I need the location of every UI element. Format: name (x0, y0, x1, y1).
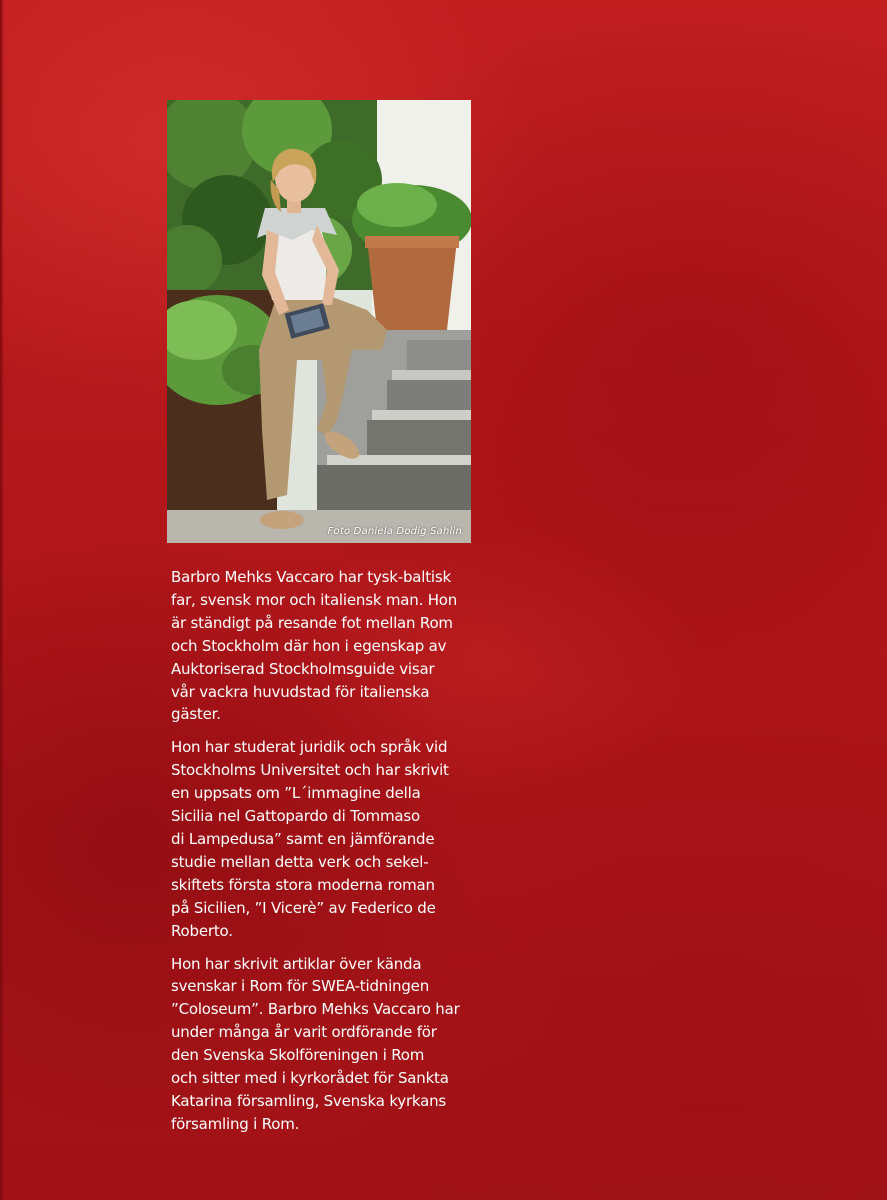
bio-paragraph-3: Hon har skrivit artiklar över kända svenskar i Rom för SWEA-tidningen ”Coloseum”. Barbro Mehks Vaccaro har under många år varit ordförande för den Svenska Skolföreningen i Rom och sitter med i kyrkorådet för Sankta Katarina församling, Svenska kyrkans församling i Rom. (171, 954, 460, 1133)
author-photo (167, 100, 471, 543)
author-bio (171, 566, 481, 1146)
photo-credit: Foto Daniela Dodig Sahlin (327, 526, 462, 537)
author-photo-illustration (167, 100, 471, 543)
bio-paragraph-2: Hon har studerat juridik och språk vid Stockholms Universitet och har skrivit en uppsats om ”L´immagine della Sicilia nel Gattopardo di Tommaso di Lampedusa” samt en jämförande studie mellan detta verk och sekel- skiftets första stora moderna roman på Sicilien, ”I Vicerè” av Federico de Roberto. (171, 738, 449, 940)
bio-paragraph-1: Barbro Mehks Vaccaro har tysk-baltisk far, svensk mor och italiensk man. Hon är ständigt på resande fot mellan Rom och Stockholm där hon i egenskap av Auktoriserad Stockholmsguide visar vår vackra huvudstad för italienska gäster. (171, 568, 458, 724)
page-edge-shadow (0, 0, 4, 1200)
